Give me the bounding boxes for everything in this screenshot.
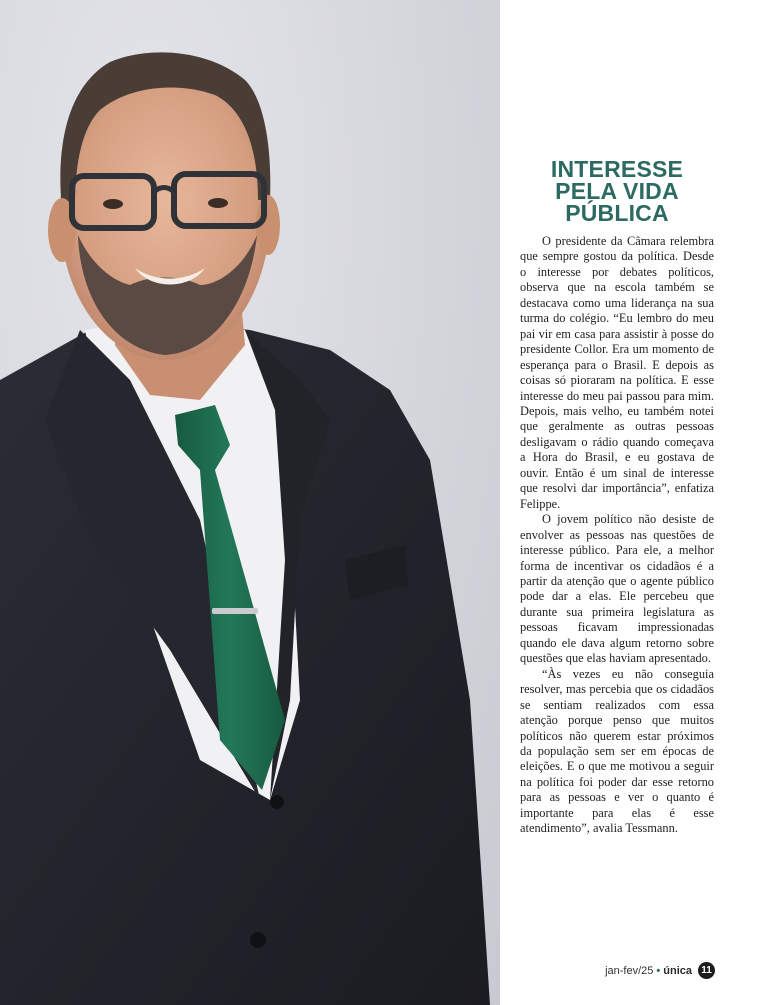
heading-line: PELA VIDA (555, 178, 679, 204)
issue-date: jan-fev/25 (605, 964, 654, 977)
footer-separator: • (656, 964, 661, 977)
page-number: 11 (698, 962, 715, 979)
article-paragraph: O jovem político não desiste de envolver as pessoas nas questões de interesse público. Para ele, a melhor forma de incentivar os cidadãos é a partir da atenção que o agente público pode dar a elas. Ele percebeu que durante sua primeira legislatura as pessoas ficavam impressionadas quando ele dava algum retorno sobre questões que elas haviam apresentado. (520, 512, 714, 666)
article-body (520, 234, 714, 837)
magazine-brand: única (663, 964, 692, 977)
page-footer (605, 962, 715, 979)
heading-line: INTERESSE (550, 156, 684, 182)
heading-line: PÚBLICA (565, 200, 669, 226)
article-column (520, 158, 714, 837)
article-heading (520, 158, 714, 224)
article-paragraph: “Às vezes eu não conseguia resolver, mas percebia que os cidadãos se sentiam realizados com essa atenção porque penso que muitos políticos não querem estar próximos da população sem ser em épocas de eleições. E o que me motivou a seguir na política foi poder dar esse retorno para as pessoas e ver o quanto é importante para elas é esse atendimento”, avalia Tessmann. (520, 666, 714, 836)
article-paragraph: O presidente da Câmara relembra que sempre gostou da política. Desde o interesse por debates políticos, observa que na escola também se destacava como uma liderança na sua turma do colégio. “Eu lembro do meu pai vir em casa para assistir à posse do presidente Collor. Era um momento de esperança para o Brasil. E depois as coisas só pioraram na política. E esse interesse do meu pai passou para mim. Depois, mais velho, eu também notei que geralmente as outras pessoas desligavam o rádio quando começava a Hora do Brasil, e eu gostava de ouvir. Então é um sinal de interesse que resolvi dar importância”, enfatiza Felippe. (520, 234, 714, 511)
